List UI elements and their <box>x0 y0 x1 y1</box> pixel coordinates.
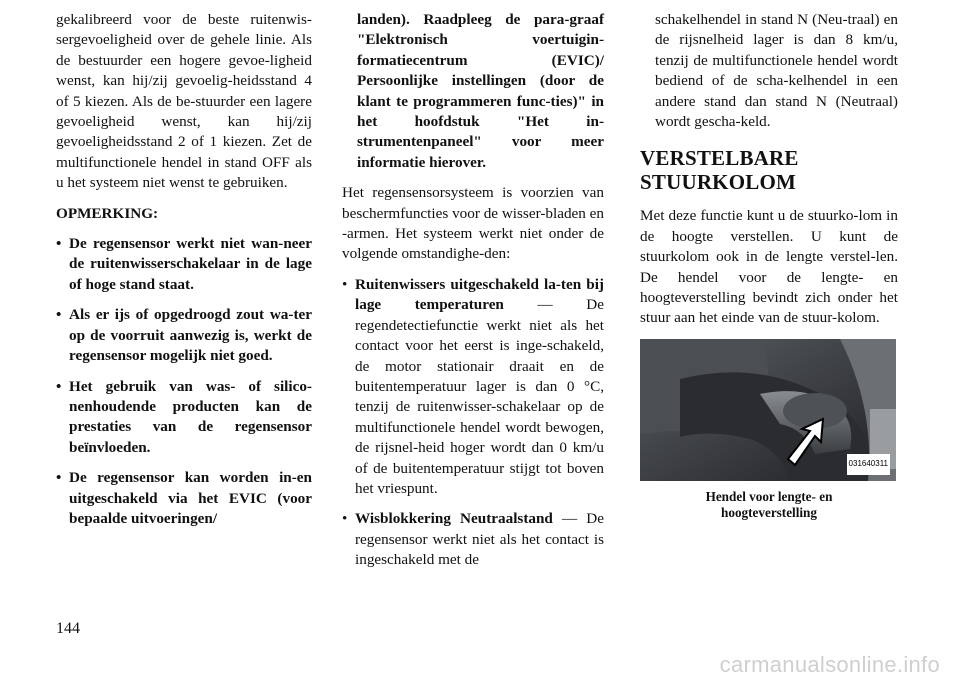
list-item: • Wisblokkering Neutraalstand — De regensensor werkt niet als het contact is ingeschakeld met de <box>342 510 604 569</box>
bullet-icon: • <box>342 275 348 293</box>
column-right <box>640 10 898 521</box>
steering-column-photo <box>640 339 896 481</box>
bullet-icon: • <box>342 510 348 528</box>
bullet-continuation: landen). Raadpleeg de para-graaf "Elektronisch voertuigin-formatiecentrum (EVIC)/ Persoonlijke instellingen (door de klant te programmeren func-ties)" in het hoofdstuk "Het in-strumentenpaneel" voor meer informatie hierover. <box>357 11 604 171</box>
list-item: • De regensensor werkt niet wan-neer de ruitenwisserschakelaar in de lage of hoge stand staat. <box>56 235 312 293</box>
list-item: • Het gebruik van was- of silico-nenhoudende producten kan de prestaties van de regensensor beïnvloeden. <box>56 377 312 456</box>
list-item: • Ruitenwissers uitgeschakeld la-ten bij lage temperaturen — De regendetectiefunctie werkt niet als het contact voor het eerst is inge-schakeld, de motor stationair draait en de buitentemperatuur lager is dan 0 °C, tenzij de ruitenwisser-schakelaar op de multifunctionele hendel wordt bewogen, de rijsnel-heid hoger wordt dan 0 km/u of de buitentemperatuur stijgt tot boven het vriespunt. <box>342 275 604 497</box>
bullet-icon: • <box>56 469 62 487</box>
page-number: 144 <box>56 620 80 637</box>
section-heading: VERSTELBARE STUURKOLOM <box>640 146 799 195</box>
note-bullet-list <box>56 234 312 529</box>
sensor-protection-paragraph: Het regensensorsysteem is voorzien van beschermfuncties voor de wisser-bladen en -armen. Het systeem werkt niet onder de volgende omstandighe-den: <box>342 184 605 263</box>
watermark: carmanualsonline.info <box>719 652 940 677</box>
bullet-icon: • <box>56 377 62 395</box>
column-left <box>56 10 312 539</box>
figure-caption: Hendel voor lengte- en hoogteverstelling <box>705 488 833 520</box>
steering-column-paragraph: Met deze functie kunt u de stuurko-lom in de hoogte verstellen. U kunt de stuurkolom ook in de lengte verstel-len. De hendel voor de lengte- en hoogteverstelling bevindt zich onder het stuur aan het einde van de stuur-kolom. <box>640 207 898 327</box>
note-label: OPMERKING: <box>56 204 159 222</box>
intro-paragraph: gekalibreerd voor de beste ruitenwis-sergevoeligheid over de gehele linie. Als de bestuurder een hogere gevoe-ligheid wenst, kan hij/zij gevoelig-heidsstand 4 of 5 kiezen. Als de be-stuurder een lagere gevoeligheid wenst, kan hij/zij gevoeligheidsstand 2 of 1 kiezen. Zet de multifunctionele hendel in stand OFF als u het systeem niet wenst te gebruiken. <box>56 11 312 192</box>
bullet-icon: • <box>56 306 62 324</box>
bullet-icon: • <box>56 235 62 253</box>
list-item: • Als er ijs of opgedroogd zout wa-ter op de voorruit aanwezig is, werkt de regensensor mogelijk niet goed. <box>56 306 312 365</box>
list-continuation: schakelhendel in stand N (Neu-traal) en de rijsnelheid lager is dan 8 km/u, tenzij de multifunctionele hendel wordt bediend of de scha-kelhendel in een andere stand dan stand N (Neutraal) wordt gescha-keld. <box>655 11 898 131</box>
figure-id: 031640311 <box>847 454 890 474</box>
conditions-list <box>342 275 604 571</box>
list-item: • De regensensor kan worden in-en uitgeschakeld via het EVIC (voor bepaalde uitvoeringen/ <box>56 469 312 527</box>
column-middle <box>342 10 604 581</box>
